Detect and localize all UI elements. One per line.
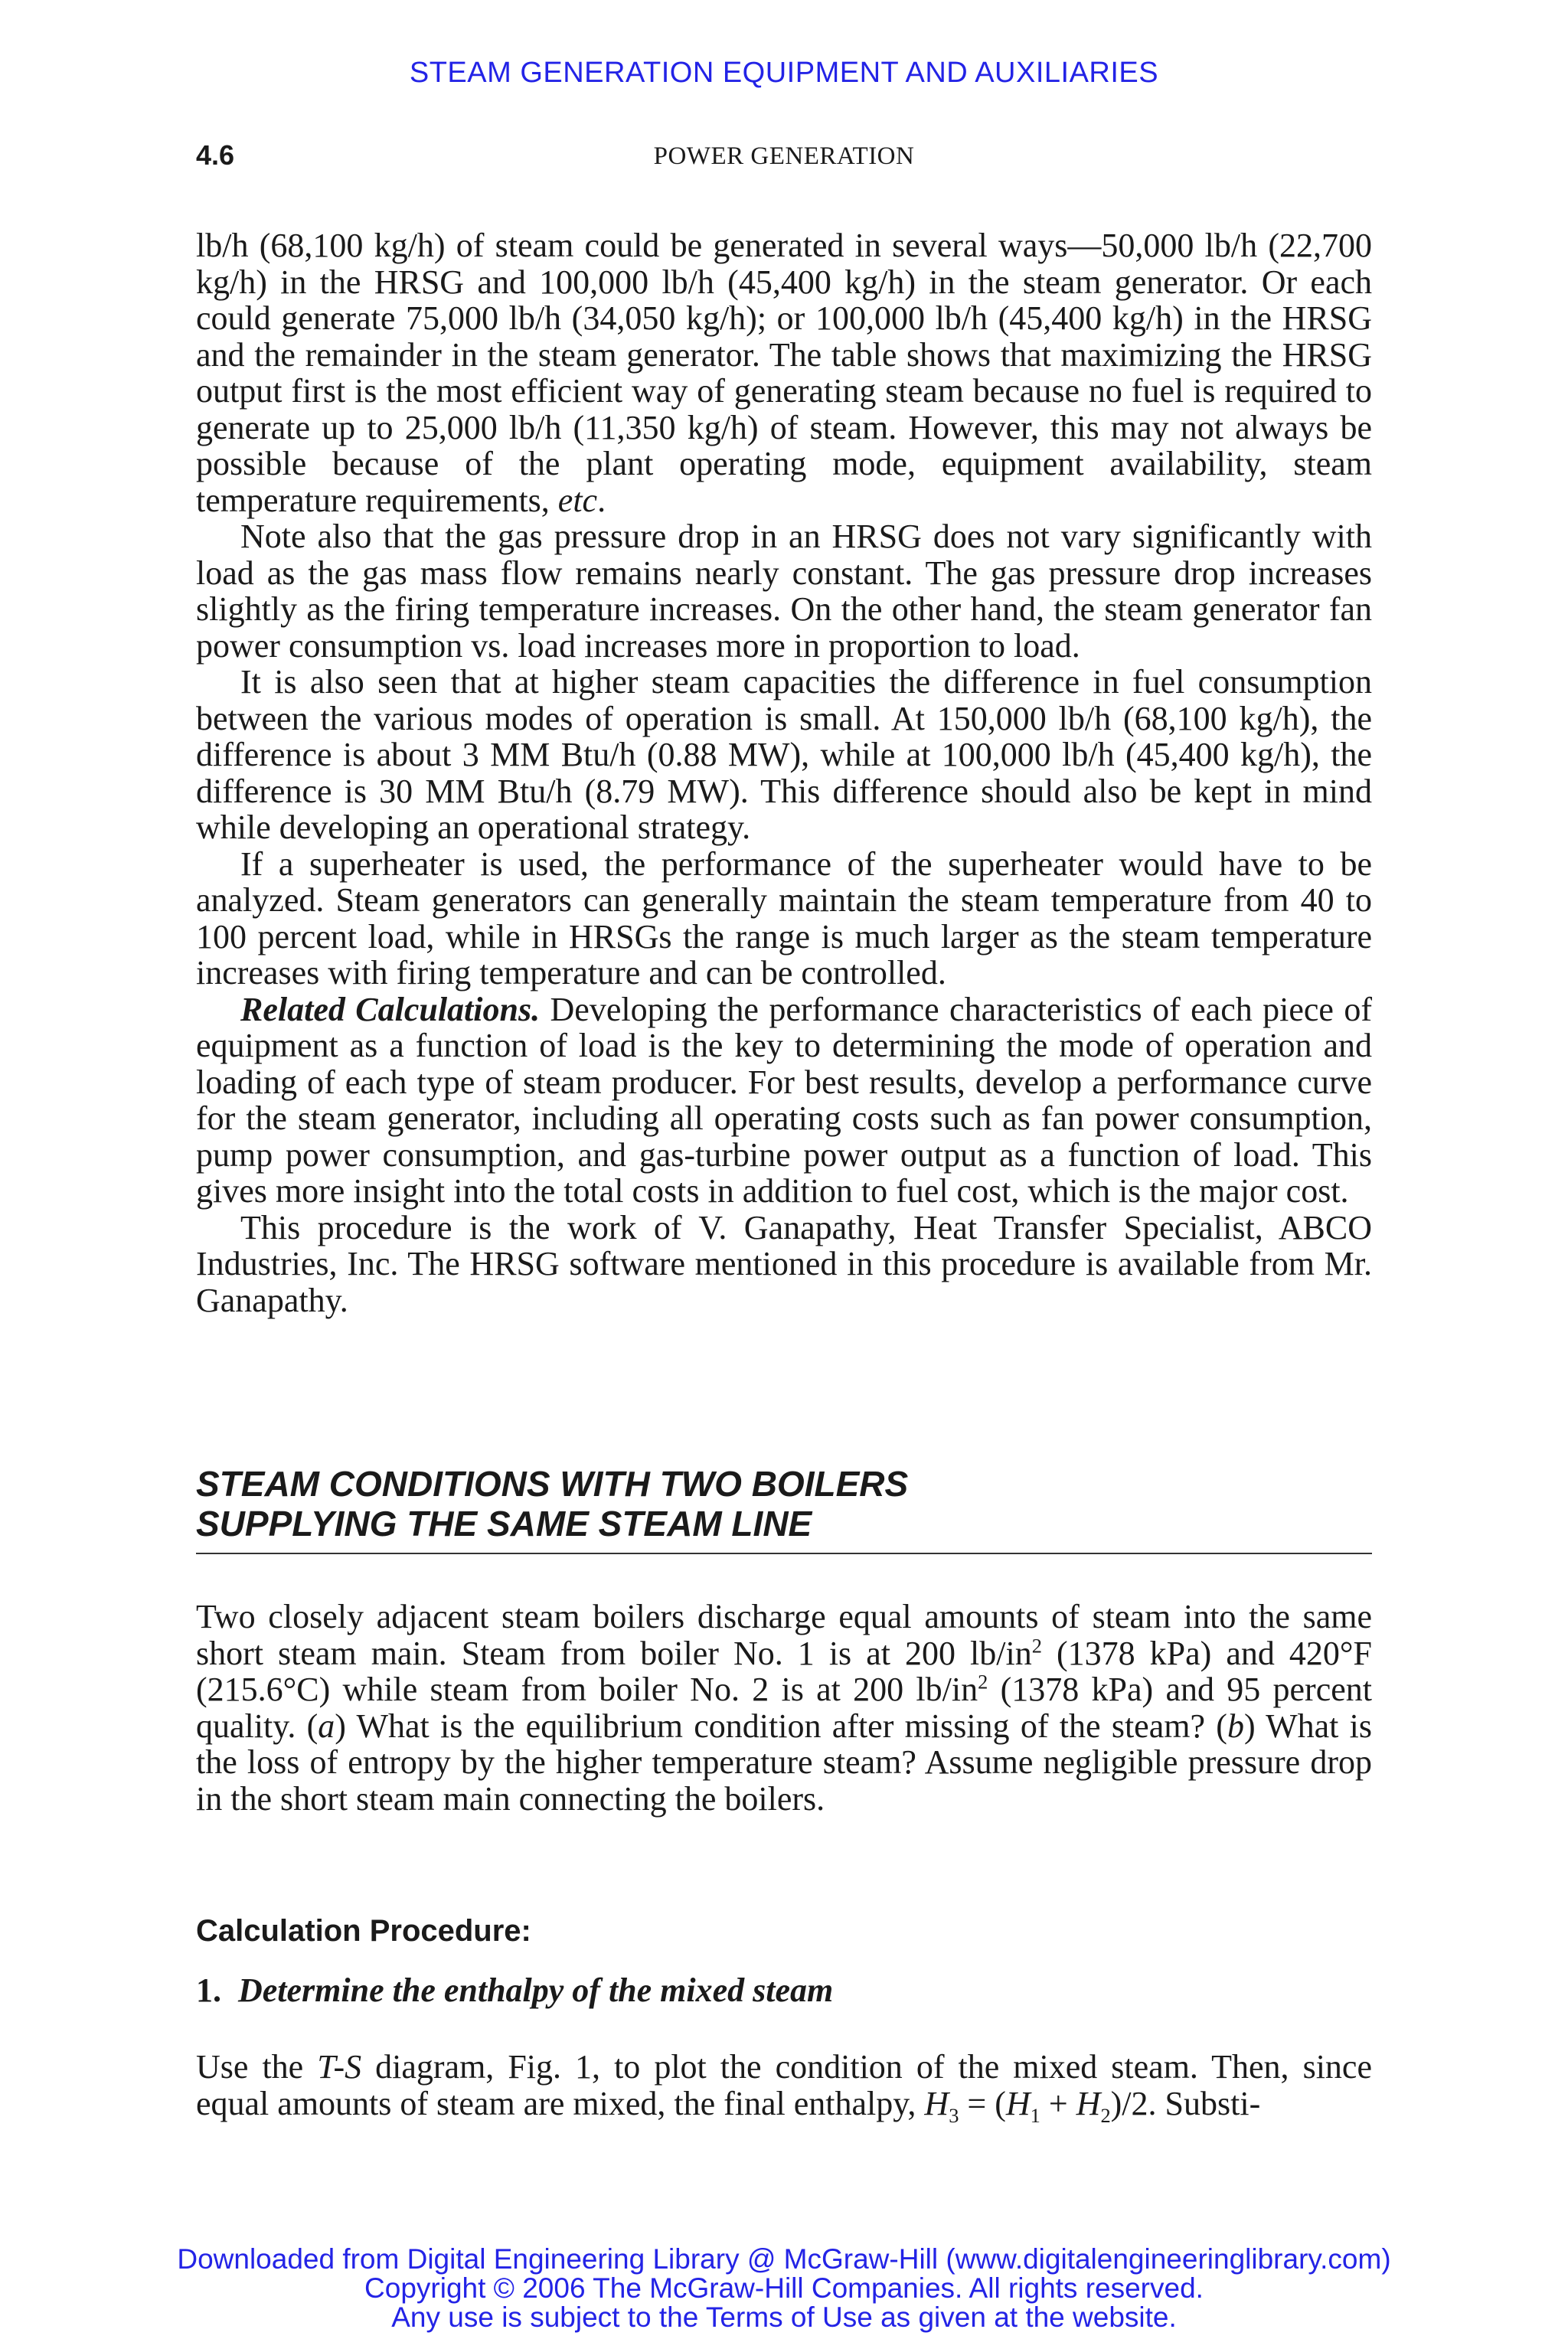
running-head: POWER GENERATION: [653, 142, 915, 170]
step-heading: [196, 1971, 833, 2010]
step-number: 1.: [196, 1971, 221, 2009]
paragraph-related-calculations: Related Calculations. Developing the performance characteristics of each piece of equipment as a function of load is the key to determining the mode of operation and loading of each type of steam producer. For best results, develop a performance curve for the steam generator, including all operating costs such as fan power consumption, pump power consumption, and gas-turbine power output as a function of load. This gives more insight into the total costs in addition to fuel cost, which is the major cost.: [196, 990, 1372, 1210]
footer-download-link[interactable]: Downloaded from Digital Engineering Library @ McGraw-Hill (www.digitalengineeringlibrary.com): [177, 2243, 1391, 2275]
body-text-block: [196, 227, 1372, 1318]
page-number: 4.6: [196, 139, 235, 171]
related-calculations-heading: Related Calculations.: [240, 990, 541, 1028]
footer-copyright: Copyright © 2006 The McGraw-Hill Companies. All rights reserved.: [364, 2272, 1204, 2304]
section-title-line-1: STEAM CONDITIONS WITH TWO BOILERS: [196, 1464, 909, 1504]
paragraph-3: It is also seen that at higher steam capacities the difference in fuel consumption between the various modes of operation is small. At 150,000 lb/h (68,100 kg/h), the difference is about 3 MM Btu/h (0.88 MW), while at 100,000 lb/h (45,400 kg/h), the difference is 30 MM Btu/h (8.79 MW). This difference should also be kept in mind while developing an operational strategy.: [196, 663, 1372, 846]
step-text: Use the T-S diagram, Fig. 1, to plot the condition of the mixed steam. Then, since equal amounts of steam are mixed, the final enthalpy, $H_3 = (H_1 + H_2)/2$. Substi-: [196, 2048, 1372, 2127]
footer-notice: [0, 2245, 1568, 2332]
step-title: Determine the enthalpy of the mixed steam: [238, 1971, 834, 2009]
paragraph-4: If a superheater is used, the performance of the superheater would have to be analyzed. Steam generators can generally maintain the steam temperature from 40 to 100 percent load, while in HRSGs the range is much larger as the steam temperature increases with firing temperature and can be controlled.: [196, 844, 1372, 991]
problem-statement: Two closely adjacent steam boilers discharge equal amounts of steam into the same short steam main. Steam from boiler No. 1 is at 200 $lb/in^2$ (1378 kPa) and 420°F (215.6°C) while steam from boiler No. 2 is at 200 $lb/in^2$ (1378 kPa) and 95 percent quality. (a) What is the equilibrium condition after missing of the steam? (b) What is the loss of entropy by the higher temperature steam? Assume negligible pressure drop in the short steam main connecting the boilers.: [196, 1598, 1372, 1818]
section-title: [196, 1464, 1372, 1554]
source-banner-link[interactable]: STEAM GENERATION EQUIPMENT AND AUXILIARIES: [409, 57, 1159, 89]
calculation-procedure-heading: Calculation Procedure:: [196, 1914, 531, 1948]
footer-terms-link[interactable]: Any use is subject to the Terms of Use as given at the website.: [391, 2301, 1177, 2333]
paragraph-attribution: This procedure is the work of V. Ganapathy, Heat Transfer Specialist, ABCO Industries, Inc. The HRSG software mentioned in this procedure is available from Mr. Ganapathy.: [196, 1208, 1372, 1319]
paragraph-1: lb/h (68,100 kg/h) of steam could be generated in several ways—50,000 lb/h (22,700 kg/h) in the HRSG and 100,000 lb/h (45,400 kg/h) in the steam generator. Or each could generate 75,000 lb/h (34,050 kg/h); or 100,000 lb/h (45,400 kg/h) in the HRSG and the remainder in the steam generator. The table shows that maximizing the HRSG output first is the most efficient way of generating steam because no fuel is required to generate up to 25,000 lb/h (11,350 kg/h) of steam. However, this may not always be possible because of the plant operating mode, equipment availability, steam temperature requirements, etc.: [196, 227, 1372, 519]
paragraph-2: Note also that the gas pressure drop in an HRSG does not vary significantly with load as the gas mass flow remains nearly constant. The gas pressure drop increases slightly as the firing temperature increases. On the other hand, the steam generator fan power consumption vs. load increases more in proportion to load.: [196, 518, 1372, 665]
section-title-line-2: SUPPLYING THE SAME STEAM LINE: [196, 1504, 812, 1544]
